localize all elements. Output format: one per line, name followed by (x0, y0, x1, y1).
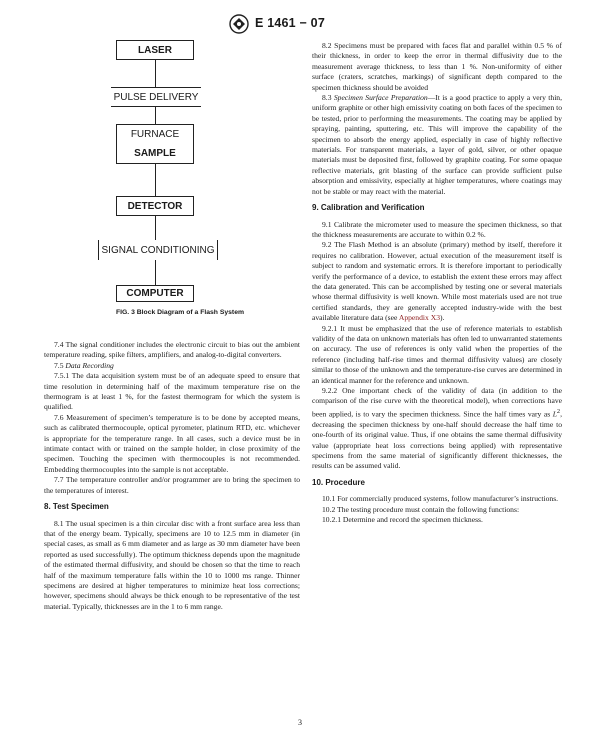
paragraph-7-6: 7.6 Measurement of specimen’s temperature is to be done by accepted means, such as calibrated thermocouple, optical pyrometer, platinum RTD, etc. whichever is appropriate for the temperature range. In all cases, such a device must be in intimate contact with or trained on the sample holder, in close proximity of the specimen. Touching the specimen with thermocouples is not recommended. Embedding thermocouples into the sample is not acceptable. (44, 412, 300, 474)
paragraph-9-2-1: 9.2.1 It must be emphasized that the use of reference materials to establish validity of the data on unknown materials has often led to unwarranted statements on accuracy. The use of references is only valid when the properties of the reference (including half-rise times and thermal diffusivity values) are closely similar to those of the unknown and the temperature-rise curves are determined in an identical manner for the reference and unknown. (312, 323, 562, 385)
box-laser: LASER (116, 40, 194, 60)
paragraph-10-2-1: 10.2.1 Determine and record the specimen thickness. (322, 515, 483, 524)
paragraph-10-2: 10.2 The testing procedure must contain the following functions: (322, 504, 520, 514)
paragraph-7-4: 7.4 The signal conditioner includes the electronic circuit to bias out the ambient temperature reading, spike filters, amplifiers, and analog-to-digital converters. (44, 340, 300, 360)
paragraph-8-3 (312, 93, 562, 197)
paragraph-9-1: 9.1 Calibrate the micrometer used to measure the specimen thickness, so that the thickness measurements are accurate to within 0.2 %. (312, 219, 562, 239)
standard-designation: E 1461 − 07 (255, 16, 325, 30)
paragraph-8-2: 8.2 Specimens must be prepared with faces flat and parallel within 0.5 % of their thickness, in order to keep the error in thermal diffusivity due to the measurement average thickness, to less than 1 %. Non-uniformity of either surface (craters, scratches, markings) of significant depth compared to the specimen thickness should be avoided (312, 41, 562, 92)
left-column (44, 340, 300, 612)
paragraph-body-end: , decreasing the specimen thickness by one-half should decrease the half time to one-fourth of its original value. Thus, if one obtains the same thermal diffusivity value (appropriate heat loss corrections being applied) with representative specimens from the same material of significantly different thicknesses, the results can be assumed valid. (312, 409, 562, 471)
right-column (312, 41, 562, 525)
paragraph-body: —It is a good practice to apply a very thin, uniform graphite or other high emissivity coating on both faces of the specimen to be tested, prior to performing the measurements. The coating may be applied by spraying, painting, sputtering, etc. This will improve the capability of the specimen to absorb the energy applied, especially in case of highly reflective materials. For transparent materials, a layer of gold, silver, or other opaque materials must be deposited first, followed by graphite coating. For some opaque reflective materials, grit blasting of the surface can provide sufficient pulse absorption and emissivity, especially at higher temperatures, where coatings may not be stable or may react with the material. (312, 93, 563, 196)
box-computer: COMPUTER (116, 285, 194, 302)
exponent: 2 (556, 407, 561, 415)
figure-caption: FIG. 3 Block Diagram of a Flash System (115, 309, 245, 316)
paragraph-7-7: 7.7 The temperature controller and/or programmer are to bring the specimen to the temperatures of interest. (44, 475, 300, 495)
paragraph-body-end: ). (440, 313, 445, 323)
appendix-x3-link[interactable]: Appendix X3 (398, 313, 440, 323)
paragraph-number: 8.3 (322, 93, 334, 103)
page-number: 3 (298, 718, 302, 727)
section-heading-10: 10. Procedure (312, 477, 365, 487)
paragraph-7-5 (44, 361, 300, 371)
box-pulse-delivery: PULSE DELIVERY (111, 87, 201, 107)
paragraph-7-5-1: 7.5.1 The data acquisition system must be of an adequate speed to ensure that time resolution in determining half of the maximum temperature rise on the thermogram is at least 1 %, for the fastest thermogram for which the system is qualified. (44, 371, 300, 412)
paragraph-body: 9.2.2 One important check of the validity of data (in addition to the comparison of the rise curve with the theoretical model), when corrections have been applied, is to vary the specimen thickness. Since the half times vary as (312, 386, 562, 419)
paragraph-9-2-2 (312, 386, 562, 472)
section-heading-9: 9. Calibration and Verification (312, 203, 425, 213)
paragraph-body: 9.2 The Flash Method is an absolute (primary) method by itself, therefore it requires no calibration. However, actual execution of the measurement itself is subject to random and systematic errors. It is therefore important to periodically verify the performance of a device, to establish the extent these errors may affect the data generated. This can be accomplished by testing one or several materials whose thermal diffusivity is well known. While most materials used are not true certified standards, they are generally accepted industry-wide with the best available literature data (see (312, 240, 562, 323)
variable-l: L (552, 409, 557, 419)
box-furnace: FURNACE (116, 124, 194, 144)
box-detector: DETECTOR (116, 196, 194, 216)
box-signal-conditioning: SIGNAL CONDITIONING (98, 240, 218, 260)
paragraph-9-2 (312, 240, 562, 323)
paragraph-number: 7.5 (54, 360, 66, 370)
subsection-title: Data Recording (65, 360, 114, 370)
subsection-title: Specimen Surface Preparation (333, 93, 428, 103)
box-sample: SAMPLE (116, 144, 194, 164)
paragraph-10-1: 10.1 For commercially produced systems, follow manufacturer’s instructions. (322, 494, 559, 504)
paragraph-8-1: 8.1 The usual specimen is a thin circular disc with a front surface area less than that of the energy beam. Typically, specimens are 10 to 12.5 mm in diameter (in special cases, as small as 6 mm diameter and as large as 30 mm diameter have been reported as used successfully). The optimum thickness depends upon the magnitude of the estimated thermal diffusivity, and should be chosen so that the time to reach half of the maximum temperature falls within the 10 to 1000 ms range. Thinner specimens are desired at higher temperatures to minimize heat loss corrections; however, specimens should always be thick enough to be representative of the test material. Typically, thicknesses are in the 1 to 6 mm range. (44, 518, 300, 611)
section-heading-8: 8. Test Specimen (44, 502, 109, 512)
